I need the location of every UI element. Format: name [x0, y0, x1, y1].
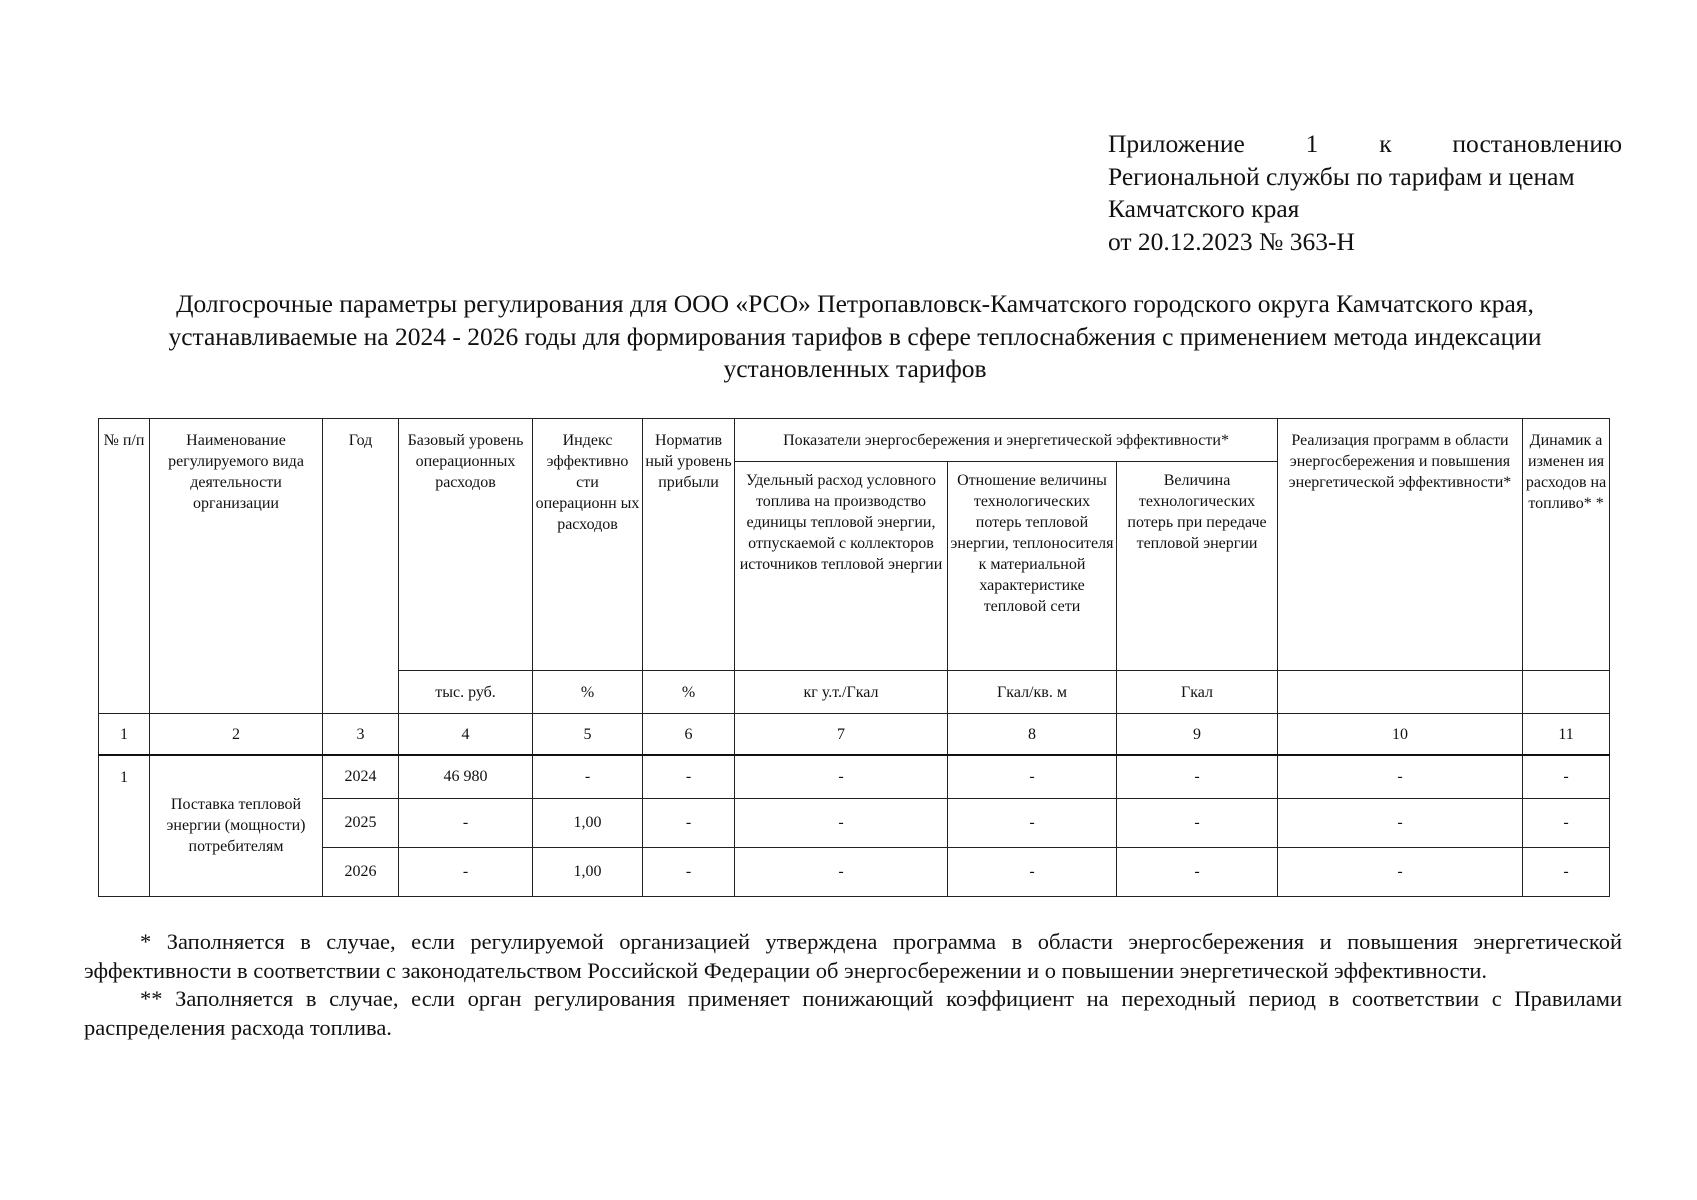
col-number: 5	[533, 714, 643, 756]
appendix-word: 1	[1305, 129, 1319, 158]
appendix-word: Приложение	[1108, 129, 1245, 158]
col-number: 9	[1117, 714, 1278, 756]
cell-profit: -	[643, 798, 735, 847]
col-number: 8	[948, 714, 1117, 756]
cell-loss-ratio: -	[948, 755, 1117, 798]
activity-name: Поставка тепловой энергии (мощности) потребителям	[150, 755, 323, 896]
header-index: Индекс эффективно сти операционн ых расходов	[533, 419, 643, 671]
cell-profit: -	[643, 755, 735, 798]
col-number: 11	[1523, 714, 1610, 756]
cell-index: 1,00	[533, 798, 643, 847]
cell-year: 2025	[323, 798, 399, 847]
document-title	[84, 288, 1626, 386]
unit-dynamics	[1523, 671, 1610, 714]
cell-programs: -	[1278, 755, 1523, 798]
unit-programs	[1278, 671, 1523, 714]
cell-loss-value: -	[1117, 847, 1278, 896]
cell-fuel: -	[735, 847, 948, 896]
unit-fuel: кг у.т./Гкал	[735, 671, 948, 714]
header-dynamics: Динамик а изменен ия расходов на топливо* *	[1523, 419, 1610, 671]
appendix-line-1	[1108, 128, 1622, 161]
cell-loss-value: -	[1117, 798, 1278, 847]
header-energy-group: Показатели энергосбережения и энергетической эффективности*	[735, 419, 1278, 462]
appendix-line-4: от 20.12.2023 № 363-Н	[1108, 226, 1355, 256]
cell-index: -	[533, 755, 643, 798]
cell-loss-ratio: -	[948, 798, 1117, 847]
cell-index: 1,00	[533, 847, 643, 896]
unit-profit: %	[643, 671, 735, 714]
col-number: 4	[399, 714, 533, 756]
cell-fuel: -	[735, 755, 948, 798]
footnote-1-text: * Заполняется в случае, если регулируемой организацией утверждена программа в области энергосбережения и повышения энергетической эффективности в соответствии с законодательством Российской Федерации об энергосбережении и о повышении энергетической эффективности.	[84, 929, 1622, 983]
cell-programs: -	[1278, 798, 1523, 847]
appendix-block	[1108, 128, 1622, 258]
col-number: 6	[643, 714, 735, 756]
appendix-line-3: Камчатского края	[1108, 194, 1300, 223]
footnote-2-text: ** Заполняется в случае, если орган регулирования применяет понижающий коэффициент на переходный период в соответствии с Правилами распределения расхода топлива.	[84, 986, 1622, 1040]
title-line-2: устанавливаемые на 2024 - 2026 годы для формирования тарифов в сфере теплоснабжения с применением метода индексации	[168, 321, 1542, 351]
appendix-word: к	[1379, 129, 1392, 158]
unit-base: тыс. руб.	[399, 671, 533, 714]
cell-loss-ratio: -	[948, 847, 1117, 896]
cell-dynamics: -	[1523, 755, 1610, 798]
cell-loss-value: -	[1117, 755, 1278, 798]
parameters-table	[98, 418, 1610, 897]
header-base: Базовый уровень операционных расходов	[399, 419, 533, 671]
header-activity: Наименование регулируемого вида деятельности организации	[150, 419, 323, 714]
row-number: 1	[99, 755, 150, 896]
unit-loss-value: Гкал	[1117, 671, 1278, 714]
header-profit: Норматив ный уровень прибыли	[643, 419, 735, 671]
footnotes	[84, 928, 1622, 1042]
cell-profit: -	[643, 847, 735, 896]
col-number: 3	[323, 714, 399, 756]
cell-programs: -	[1278, 847, 1523, 896]
col-number: 2	[150, 714, 323, 756]
appendix-word: постановлению	[1452, 129, 1623, 158]
footnote-1	[84, 928, 1622, 985]
column-numbers-row	[99, 714, 1610, 756]
col-number: 1	[99, 714, 150, 756]
title-line-1: Долгосрочные параметры регулирования для ООО «РСО» Петропавловск-Камчатского городского округа Камчатского края,	[176, 289, 1534, 318]
cell-year: 2026	[323, 847, 399, 896]
cell-dynamics: -	[1523, 798, 1610, 847]
cell-base: -	[399, 847, 533, 896]
header-loss-ratio: Отношение величины технологических потерь тепловой энергии, теплоносителя к материальной характеристике тепловой сети	[948, 462, 1117, 671]
col-number: 10	[1278, 714, 1523, 756]
cell-base: 46 980	[399, 755, 533, 798]
cell-base: -	[399, 798, 533, 847]
cell-year: 2024	[323, 755, 399, 798]
appendix-line-2: Региональной службы по тарифам и ценам	[1108, 161, 1575, 191]
table-row	[99, 847, 1610, 896]
cell-fuel: -	[735, 798, 948, 847]
footnote-2	[84, 985, 1622, 1042]
header-year: Год	[323, 419, 399, 714]
header-num: № п/п	[99, 419, 150, 714]
header-fuel: Удельный расход условного топлива на производство единицы тепловой энергии, отпускаемой с коллекторов источников тепловой энергии	[735, 462, 948, 671]
cell-dynamics: -	[1523, 847, 1610, 896]
title-line-3: установленных тарифов	[723, 354, 987, 383]
header-loss-value: Величина технологических потерь при передаче тепловой энергии	[1117, 462, 1278, 671]
unit-loss-ratio: Гкал/кв. м	[948, 671, 1117, 714]
col-number: 7	[735, 714, 948, 756]
table-row	[99, 755, 1610, 798]
unit-index: %	[533, 671, 643, 714]
header-programs: Реализация программ в области энергосбережения и повышения энергетической эффективности*	[1278, 419, 1523, 671]
table-row	[99, 798, 1610, 847]
header-row-1	[99, 419, 1610, 462]
